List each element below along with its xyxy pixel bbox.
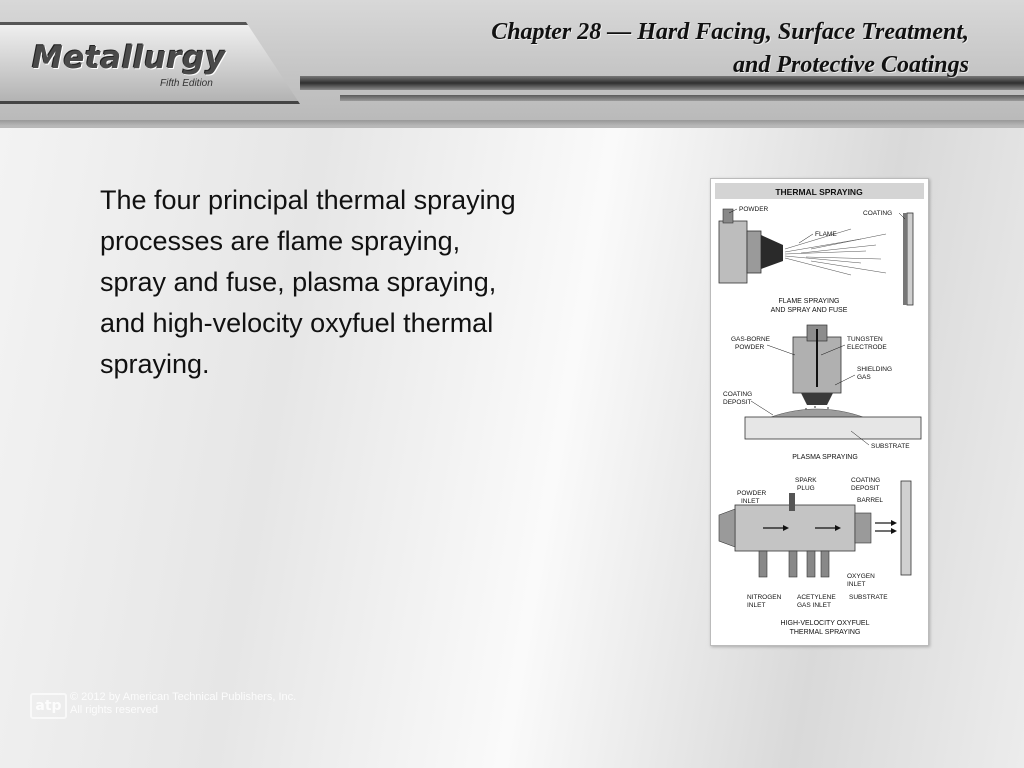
copyright-line1: © 2012 by American Technical Publishers, Inc. [70,691,297,703]
svg-text:PLASMA SPRAYING: PLASMA SPRAYING [792,454,858,461]
svg-text:OXYGEN: OXYGEN [847,573,875,580]
publisher-logo: atp [30,693,67,719]
chapter-title-line2: and Protective Coatings [733,52,969,78]
svg-text:GAS INLET: GAS INLET [797,602,831,609]
svg-text:POWDER: POWDER [739,206,769,213]
svg-text:SHIELDING: SHIELDING [857,366,893,373]
chapter-title-line1: Chapter 28 — Hard Facing, Surface Treatment, [491,19,969,45]
svg-text:COATING: COATING [863,210,893,217]
svg-text:POWDER: POWDER [735,344,765,351]
svg-text:INLET: INLET [847,581,866,588]
header-shadow [0,120,1024,126]
copyright-line2: All rights reserved [70,704,159,716]
svg-text:SUBSTRATE: SUBSTRATE [871,443,910,450]
header-rail-lower [340,95,1024,101]
svg-text:THERMAL SPRAYING: THERMAL SPRAYING [789,629,861,636]
svg-text:COATING: COATING [723,391,753,398]
edition-label: Fifth Edition [160,78,213,89]
svg-text:GAS-BORNE: GAS-BORNE [731,336,771,343]
svg-text:NITROGEN: NITROGEN [747,594,782,601]
svg-text:ELECTRODE: ELECTRODE [847,344,887,351]
slide-paragraph: The four principal thermal spraying processes are flame spraying, spray and fuse, plasma spraying, and high-velocity oxyfuel thermal spraying. [100,185,516,379]
plasma-spraying-diagram [723,325,921,461]
chapter-title [349,16,969,82]
svg-text:SUBSTRATE: SUBSTRATE [849,594,888,601]
svg-text:GAS: GAS [857,374,871,381]
hvof-diagram [719,477,911,636]
flame-spraying-diagram [719,206,913,314]
figure-title: THERMAL SPRAYING [775,187,863,197]
svg-text:INLET: INLET [741,498,760,505]
svg-text:BARREL: BARREL [857,497,884,504]
copyright-notice [70,691,296,717]
svg-text:FLAME: FLAME [815,231,837,238]
svg-text:HIGH-VELOCITY OXYFUEL: HIGH-VELOCITY OXYFUEL [780,620,870,627]
svg-text:DEPOSIT: DEPOSIT [723,399,752,406]
svg-text:SPARK: SPARK [795,477,817,484]
svg-text:TUNGSTEN: TUNGSTEN [847,336,883,343]
header-band [0,0,1024,128]
book-logo: Metallurgy [32,40,226,76]
svg-text:DEPOSIT: DEPOSIT [851,485,880,492]
svg-text:COATING: COATING [851,477,881,484]
svg-text:INLET: INLET [747,602,766,609]
svg-text:FLAME SPRAYING: FLAME SPRAYING [778,298,840,305]
svg-text:POWDER: POWDER [737,490,767,497]
thermal-spraying-figure [710,178,929,646]
svg-text:AND SPRAY AND FUSE: AND SPRAY AND FUSE [770,307,848,314]
svg-text:PLUG: PLUG [797,485,815,492]
svg-text:ACETYLENE: ACETYLENE [797,594,836,601]
